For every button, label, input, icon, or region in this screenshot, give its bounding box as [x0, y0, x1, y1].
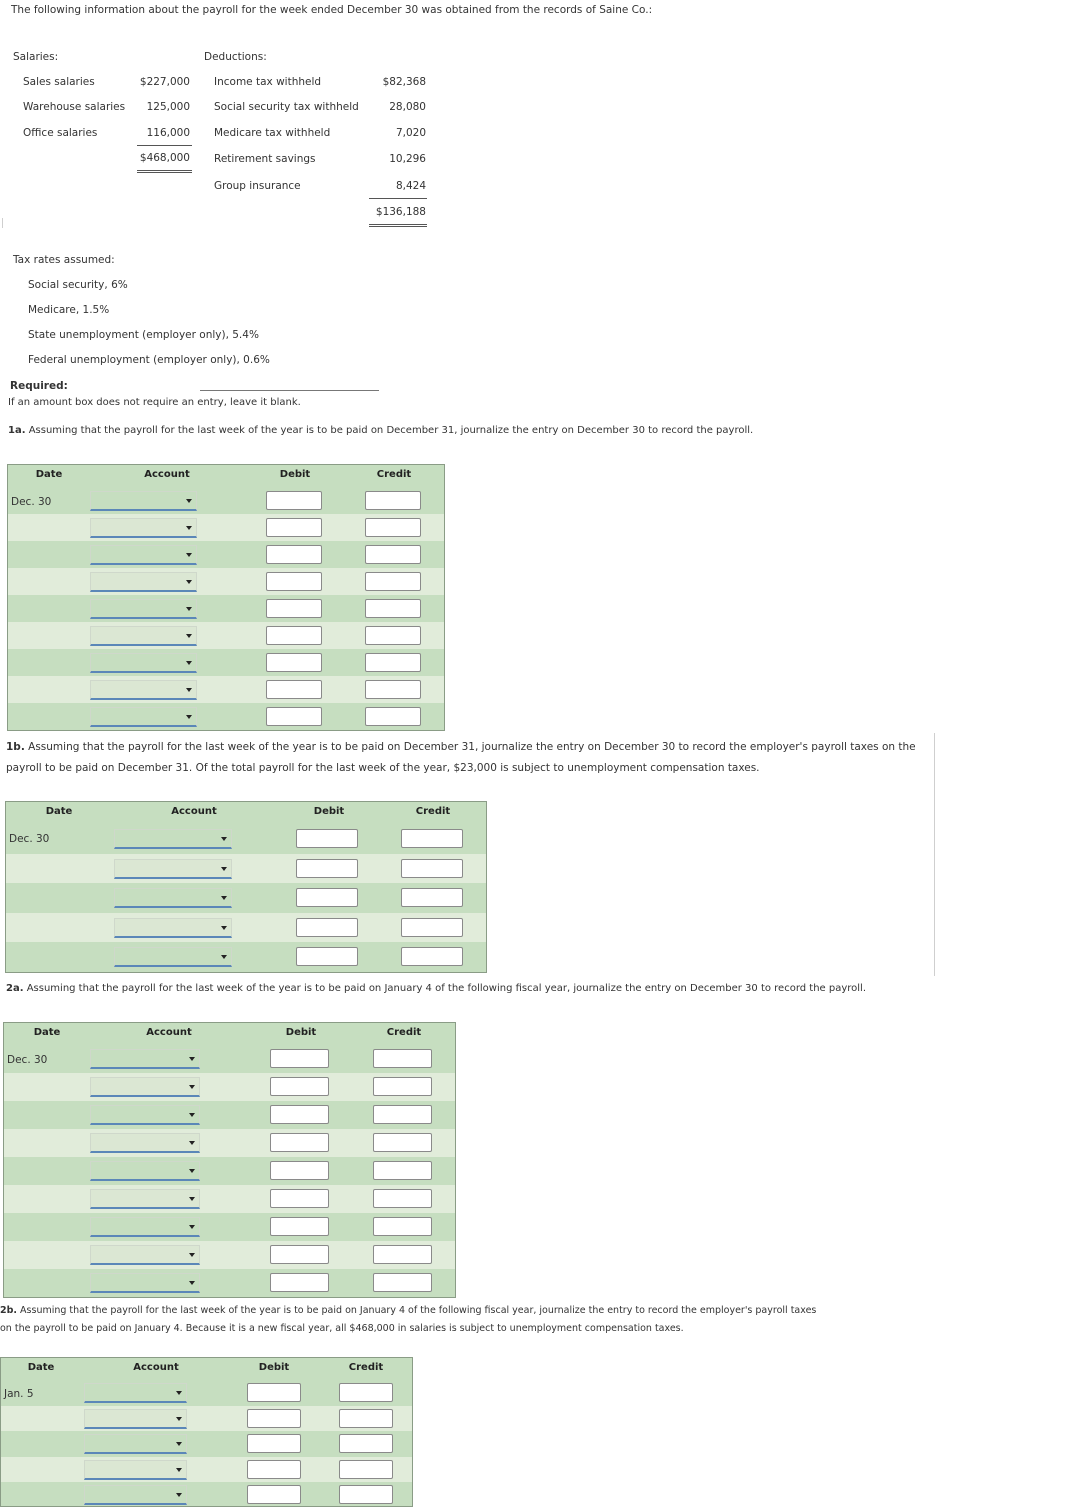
credit-input[interactable]	[365, 545, 421, 564]
account-select[interactable]	[114, 947, 232, 967]
account-select[interactable]	[90, 491, 197, 511]
debit-input[interactable]	[296, 888, 358, 907]
debit-input[interactable]	[270, 1161, 329, 1180]
journal-row	[1, 1431, 412, 1457]
debit-input[interactable]	[266, 545, 322, 564]
account-select[interactable]	[90, 572, 197, 592]
dropdown-arrow-icon	[189, 1197, 195, 1201]
account-select[interactable]	[90, 707, 197, 727]
account-select[interactable]	[90, 1273, 200, 1293]
dropdown-arrow-icon	[176, 1493, 182, 1497]
debit-input[interactable]	[270, 1077, 329, 1096]
intro-text: The following information about the payroll for the week ended December 30 was obtained from the records of Saine Co.:	[11, 4, 653, 16]
journal-row	[4, 1213, 455, 1241]
debit-input[interactable]	[270, 1273, 329, 1292]
column-header-date: Date	[45, 806, 73, 817]
account-select[interactable]	[90, 626, 197, 646]
credit-input[interactable]	[373, 1217, 432, 1236]
column-header-debit: Debit	[285, 1027, 317, 1038]
salary-amount: 116,000	[146, 127, 190, 139]
debit-input[interactable]	[270, 1133, 329, 1152]
deduction-amount: 10,296	[389, 153, 426, 165]
column-header-date: Date	[35, 469, 63, 480]
salary-label: Office salaries	[23, 127, 98, 139]
column-header-debit: Debit	[313, 806, 345, 817]
part-line: on the payroll to be paid on January 4. Because it is a new fiscal year, all $468,000 in salaries is subject to unemployment compensation taxes.	[0, 1323, 684, 1334]
part-1b-instruction	[6, 737, 916, 779]
debit-input[interactable]	[270, 1105, 329, 1124]
dropdown-arrow-icon	[186, 688, 192, 692]
column-header-credit: Credit	[386, 1027, 422, 1038]
deductions-total-double-rule	[369, 226, 427, 227]
account-select[interactable]	[90, 1105, 200, 1125]
journal-row	[8, 514, 444, 541]
credit-input[interactable]	[365, 707, 421, 726]
dropdown-arrow-icon	[221, 867, 227, 871]
credit-input[interactable]	[373, 1077, 432, 1096]
credit-input[interactable]	[365, 653, 421, 672]
part-number: 1a.	[8, 425, 26, 436]
credit-input[interactable]	[339, 1485, 393, 1504]
dropdown-arrow-icon	[186, 499, 192, 503]
debit-input[interactable]	[270, 1217, 329, 1236]
dropdown-arrow-icon	[186, 580, 192, 584]
deduction-label: Social security tax withheld	[214, 101, 359, 113]
tax-rate-item: Social security, 6%	[28, 279, 128, 291]
dropdown-arrow-icon	[186, 607, 192, 611]
account-select[interactable]	[114, 829, 232, 849]
dropdown-arrow-icon	[189, 1281, 195, 1285]
credit-input[interactable]	[365, 518, 421, 537]
part-line: payroll to be paid on December 31. Of the total payroll for the last week of the year, $23,000 is subject to unemployment compensation taxes.	[6, 762, 760, 774]
credit-input[interactable]	[373, 1133, 432, 1152]
entry-date: Dec. 30	[7, 1054, 48, 1066]
deduction-amount: 28,080	[389, 101, 426, 113]
account-select[interactable]	[90, 653, 197, 673]
part-text: Assuming that the payroll for the last week of the year is to be paid on January 4 of the following fiscal year, journalize the entry to record the employer's payroll taxes	[17, 1305, 817, 1316]
deduction-label: Group insurance	[214, 180, 301, 192]
dropdown-arrow-icon	[186, 553, 192, 557]
column-header-credit: Credit	[376, 469, 412, 480]
account-select[interactable]	[114, 888, 232, 908]
debit-input[interactable]	[270, 1245, 329, 1264]
journal-row	[4, 1101, 455, 1129]
salaries-total-rule	[137, 170, 192, 171]
credit-input[interactable]	[373, 1245, 432, 1264]
credit-input[interactable]	[339, 1434, 393, 1453]
dropdown-arrow-icon	[189, 1169, 195, 1173]
journal-row	[1, 1406, 412, 1432]
entry-date: Dec. 30	[9, 833, 50, 845]
part-1a-instruction	[8, 425, 753, 436]
credit-input[interactable]	[373, 1189, 432, 1208]
journal-row	[4, 1269, 455, 1297]
dropdown-arrow-icon	[176, 1442, 182, 1446]
dropdown-arrow-icon	[189, 1057, 195, 1061]
section-border	[934, 733, 935, 976]
journal-row	[4, 1185, 455, 1213]
journal-row	[6, 883, 486, 913]
debit-input[interactable]	[270, 1049, 329, 1068]
salaries-subtotal-rule	[137, 145, 192, 146]
account-select[interactable]	[84, 1409, 187, 1429]
journal-table-1a	[7, 464, 445, 731]
deduction-amount: $82,368	[382, 76, 426, 88]
deductions-total-rule	[369, 224, 427, 225]
credit-input[interactable]	[401, 829, 463, 848]
table-header	[4, 1023, 455, 1045]
table-header	[6, 802, 486, 824]
account-select[interactable]	[84, 1460, 187, 1480]
part-number: 2a.	[6, 983, 24, 994]
debit-input[interactable]	[247, 1460, 301, 1479]
required-heading: Required:	[10, 380, 68, 392]
deductions-subtotal-rule	[369, 198, 427, 199]
separator-rule	[200, 390, 379, 391]
journal-row	[8, 595, 444, 622]
dropdown-arrow-icon	[189, 1085, 195, 1089]
deductions-total: $136,188	[375, 206, 426, 218]
credit-input[interactable]	[401, 918, 463, 937]
journal-table-2a	[3, 1022, 456, 1298]
part-2a-instruction	[6, 983, 866, 994]
debit-input[interactable]	[266, 707, 322, 726]
dropdown-arrow-icon	[221, 896, 227, 900]
dropdown-arrow-icon	[176, 1391, 182, 1395]
credit-input[interactable]	[373, 1105, 432, 1124]
debit-input[interactable]	[266, 491, 322, 510]
debit-input[interactable]	[247, 1434, 301, 1453]
journal-row	[6, 854, 486, 884]
credit-input[interactable]	[365, 626, 421, 645]
column-header-debit: Debit	[258, 1362, 290, 1373]
journal-table-2b	[0, 1357, 413, 1507]
table-header	[1, 1358, 412, 1380]
debit-input[interactable]	[266, 653, 322, 672]
deduction-amount: 8,424	[395, 180, 426, 192]
entry-date: Jan. 5	[4, 1388, 34, 1400]
debit-input[interactable]	[266, 599, 322, 618]
salary-amount: 125,000	[146, 101, 190, 113]
table-header	[8, 465, 444, 487]
account-select[interactable]	[90, 1189, 200, 1209]
part-line	[0, 1302, 816, 1320]
journal-row	[4, 1073, 455, 1101]
credit-input[interactable]	[401, 947, 463, 966]
account-select[interactable]	[90, 1245, 200, 1265]
credit-input[interactable]	[401, 859, 463, 878]
column-header-account: Account	[171, 806, 217, 817]
part-text: Assuming that the payroll for the last week of the year is to be paid on December 31, journalize the entry on December 30 to record the employer's payroll taxes on the	[24, 741, 916, 753]
dropdown-arrow-icon	[221, 837, 227, 841]
part-number: 1b.	[6, 741, 25, 753]
account-select[interactable]	[90, 545, 197, 565]
credit-input[interactable]	[365, 599, 421, 618]
dropdown-arrow-icon	[186, 526, 192, 530]
credit-input[interactable]	[373, 1049, 432, 1068]
journal-row	[4, 1157, 455, 1185]
journal-row	[1, 1457, 412, 1483]
column-header-account: Account	[144, 469, 190, 480]
debit-input[interactable]	[247, 1383, 301, 1402]
deduction-label: Retirement savings	[214, 153, 316, 165]
column-header-credit: Credit	[348, 1362, 384, 1373]
dropdown-arrow-icon	[189, 1225, 195, 1229]
credit-input[interactable]	[365, 572, 421, 591]
dropdown-arrow-icon	[176, 1417, 182, 1421]
column-header-date: Date	[33, 1027, 61, 1038]
account-select[interactable]	[90, 599, 197, 619]
credit-input[interactable]	[339, 1383, 393, 1402]
column-header-account: Account	[133, 1362, 179, 1373]
credit-input[interactable]	[373, 1161, 432, 1180]
tax-rates-heading: Tax rates assumed:	[13, 254, 115, 266]
entry-date: Dec. 30	[11, 496, 52, 508]
journal-row	[8, 568, 444, 595]
debit-input[interactable]	[296, 947, 358, 966]
column-header-date: Date	[27, 1362, 55, 1373]
journal-row	[8, 541, 444, 568]
journal-table-1b	[5, 801, 487, 973]
journal-row	[6, 913, 486, 943]
required-note: If an amount box does not require an entry, leave it blank.	[8, 397, 301, 408]
debit-input[interactable]	[266, 626, 322, 645]
salary-amount: $227,000	[139, 76, 190, 88]
debit-input[interactable]	[296, 918, 358, 937]
account-select[interactable]	[90, 1133, 200, 1153]
debit-input[interactable]	[247, 1409, 301, 1428]
deduction-label: Medicare tax withheld	[214, 127, 331, 139]
credit-input[interactable]	[365, 680, 421, 699]
column-header-credit: Credit	[415, 806, 451, 817]
debit-input[interactable]	[266, 572, 322, 591]
journal-row	[8, 487, 444, 514]
journal-row	[1, 1380, 412, 1406]
account-select[interactable]	[90, 1077, 200, 1097]
credit-input[interactable]	[373, 1273, 432, 1292]
deduction-amount: 7,020	[395, 127, 426, 139]
tax-rate-item: State unemployment (employer only), 5.4%	[28, 329, 259, 341]
salaries-total: $468,000	[139, 152, 190, 164]
journal-row	[8, 622, 444, 649]
debit-input[interactable]	[270, 1189, 329, 1208]
part-number: 2b.	[0, 1305, 18, 1316]
salary-label: Sales salaries	[23, 76, 95, 88]
margin-tick	[2, 218, 3, 228]
debit-input[interactable]	[266, 518, 322, 537]
debit-input[interactable]	[296, 859, 358, 878]
account-select[interactable]	[114, 918, 232, 938]
tax-rate-item: Medicare, 1.5%	[28, 304, 110, 316]
dropdown-arrow-icon	[189, 1253, 195, 1257]
debit-input[interactable]	[266, 680, 322, 699]
dropdown-arrow-icon	[221, 955, 227, 959]
account-select[interactable]	[90, 1049, 200, 1069]
journal-row	[8, 649, 444, 676]
journal-row	[4, 1129, 455, 1157]
journal-row	[6, 942, 486, 972]
account-select[interactable]	[90, 1217, 200, 1237]
tax-rate-item: Federal unemployment (employer only), 0.6%	[28, 354, 270, 366]
credit-input[interactable]	[339, 1460, 393, 1479]
part-text: Assuming that the payroll for the last week of the year is to be paid on December 31, journalize the entry on December 30 to record the payroll.	[25, 425, 754, 436]
dropdown-arrow-icon	[189, 1113, 195, 1117]
account-select[interactable]	[114, 859, 232, 879]
account-select[interactable]	[90, 680, 197, 700]
account-select[interactable]	[84, 1434, 187, 1454]
journal-row	[4, 1241, 455, 1269]
dropdown-arrow-icon	[189, 1141, 195, 1145]
dropdown-arrow-icon	[176, 1468, 182, 1472]
journal-row	[8, 676, 444, 703]
debit-input[interactable]	[296, 829, 358, 848]
column-header-debit: Debit	[279, 469, 311, 480]
credit-input[interactable]	[401, 888, 463, 907]
debit-input[interactable]	[247, 1485, 301, 1504]
account-select[interactable]	[90, 1161, 200, 1181]
credit-input[interactable]	[365, 491, 421, 510]
salaries-total-double-rule	[137, 172, 192, 173]
journal-row	[4, 1045, 455, 1073]
part-text: Assuming that the payroll for the last week of the year is to be paid on January 4 of the following fiscal year, journalize the entry on December 30 to record the payroll.	[23, 983, 867, 994]
dropdown-arrow-icon	[221, 926, 227, 930]
part-2b-instruction	[0, 1302, 816, 1338]
deduction-label: Income tax withheld	[214, 76, 322, 88]
journal-row	[6, 824, 486, 854]
deductions-heading: Deductions:	[204, 51, 267, 63]
salaries-heading: Salaries:	[13, 51, 59, 63]
salary-label: Warehouse salaries	[23, 101, 126, 113]
part-line	[6, 737, 916, 758]
journal-row	[1, 1482, 412, 1507]
dropdown-arrow-icon	[186, 661, 192, 665]
account-select[interactable]	[90, 518, 197, 538]
account-select[interactable]	[84, 1383, 187, 1403]
credit-input[interactable]	[339, 1409, 393, 1428]
dropdown-arrow-icon	[186, 715, 192, 719]
journal-row	[8, 703, 444, 730]
account-select[interactable]	[84, 1485, 187, 1505]
dropdown-arrow-icon	[186, 634, 192, 638]
column-header-account: Account	[146, 1027, 192, 1038]
